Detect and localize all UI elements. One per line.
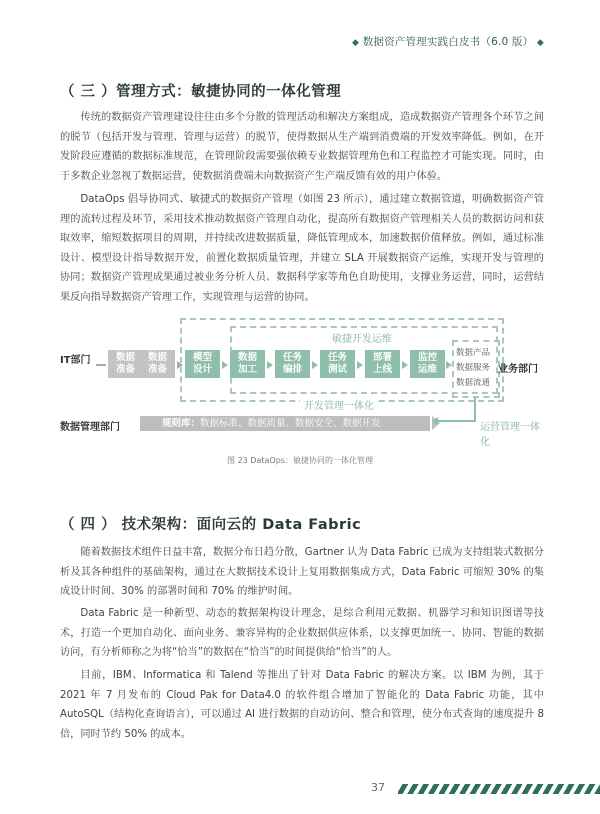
step-box: 数据 加工 bbox=[230, 350, 265, 378]
connector-line bbox=[96, 364, 106, 366]
step-box: 监控 运维 bbox=[410, 350, 445, 378]
data-dept-label: 数据管理部门 bbox=[60, 422, 120, 433]
step-box: 任务 编排 bbox=[275, 350, 310, 378]
step-box: 数据 准备 bbox=[140, 350, 175, 378]
step-box: 部署 上线 bbox=[365, 350, 400, 378]
ops-connector bbox=[435, 420, 476, 422]
output-item: 数据产品 bbox=[456, 348, 491, 358]
arrow-right-icon bbox=[177, 361, 183, 369]
it-dept-label: IT部门 bbox=[60, 355, 91, 366]
section-3-paragraph-2: DataOps 倡导协同式、敏捷式的数据资产管理（如图 23 所示），通过建立数据管道，明确数据资产管理的流转过程及环节，采用技术推动数据资产管理自动化，提高所有数据资产管理相关人员的数据访问和获取效率，缩短数据项目的周期，并持续改进数据质量，降低管理成本，加速数据价值释放。例如，通过标准设计、模型设计指导数据开发，前置化数据质量管理，并建立 SLA 开展数据资产运维，实现开发与管理的协同；数据资产管理成果通过被业务分析人员、数据科学家等角色自助使用，支撑业务运营，同时，运营结果反向指导数据资产管理工作，实现管理与运营的协同。 bbox=[60, 194, 544, 303]
arrow-right-icon bbox=[312, 361, 318, 369]
header-title bbox=[352, 34, 544, 49]
output-item: 数据服务 bbox=[456, 363, 491, 373]
section-4-paragraph-1: 随着数据技术组件日益丰富，数据分布日趋分散，Gartner 认为 Data Fabric 已成为支持组装式数据分析及其各种组件的基础架构，通过在大数据技术设计上复用数据集成方式，Data Fabric 可缩短 30% 的集成设计时间、30% 的部署时间和 70% 的维护时间。 bbox=[60, 547, 544, 598]
footer-stripe-decoration bbox=[398, 784, 600, 794]
diamond-icon: ◆ bbox=[352, 38, 360, 48]
arrow-right-icon bbox=[357, 361, 363, 369]
output-item: 数据流通 bbox=[456, 378, 491, 388]
section-4-paragraph-2: Data Fabric 是一种新型、动态的数据架构设计理念，是综合利用元数据、机器学习和知识图谱等技术，打造一个更加自动化、面向业务、兼容异构的企业数据供应体系，以支撑更加统一、协同、智能的数据访问，有分析师称之为将“恰当”的数据在“恰当”的时间提供给“恰当”的人。 bbox=[60, 608, 544, 659]
biz-dept-label: 业务部门 bbox=[498, 364, 538, 375]
arrow-left-icon bbox=[432, 417, 438, 425]
section-4-paragraph-3: 目前，IBM、Informatica 和 Talend 等推出了针对 Data Fabric 的解决方案。以 IBM 为例，其于 2021 年 7 月发布的 Cloud Pak for Data4.0 的软件组合增加了智能化的 Data Fabric 功能，其中 AutoSQL（结构化查询语言），可以通过 AI 进行数据的自动访问、整合和管理，使分布式查询的速度提升 8 倍，同时节约 50% 的成本。 bbox=[60, 670, 544, 740]
dataops-diagram bbox=[60, 318, 540, 448]
step-box: 数据 准备 bbox=[108, 350, 143, 378]
section-3-title: （ 三 ）管理方式：敏捷协同的一体化管理 bbox=[60, 84, 342, 100]
section-3-paragraph-1: 传统的数据资产管理建设往往由多个分散的管理活动和解决方案组成，造成数据资产管理各个环节之间的脱节（包括开发与管理、管理与运营）的脱节，使得数据从生产端到消费端的开发效率降低。例如，在开发阶段应遵循的数据标准规范，在管理阶段需要强依赖专业数据管理角色和工程监控才可能实现。同时，由于多数企业忽视了数据运营，使数据消费端未向数据资产生产端反馈有效的用户体验。 bbox=[60, 112, 544, 182]
arrow-right-icon bbox=[402, 361, 408, 369]
section-4-title: （ 四 ） 技术架构：面向云的 Data Fabric bbox=[60, 517, 362, 533]
page-number: 37 bbox=[371, 781, 385, 794]
diamond-icon: ◆ bbox=[536, 38, 544, 48]
step-box: 模型 设计 bbox=[185, 350, 220, 378]
ops-mgmt-label: 运营管理一体化 bbox=[480, 422, 540, 448]
step-box: 任务 测试 bbox=[320, 350, 355, 378]
agile-devops-label: 敏捷开发运维 bbox=[332, 334, 392, 345]
figure-caption: 图 23 DataOps：敏捷协同的一体化管理 bbox=[227, 456, 373, 465]
dev-mgmt-label: 开发管理一体化 bbox=[300, 397, 378, 412]
header-title-text: 数据资产管理实践白皮书（6.0 版） bbox=[362, 36, 534, 48]
ops-connector bbox=[474, 398, 476, 422]
arrow-right-icon bbox=[267, 361, 273, 369]
rule-library-bar: 规则库：数据标准、数据质量、数据安全、数据开发 bbox=[140, 416, 430, 431]
arrow-right-icon bbox=[222, 361, 228, 369]
